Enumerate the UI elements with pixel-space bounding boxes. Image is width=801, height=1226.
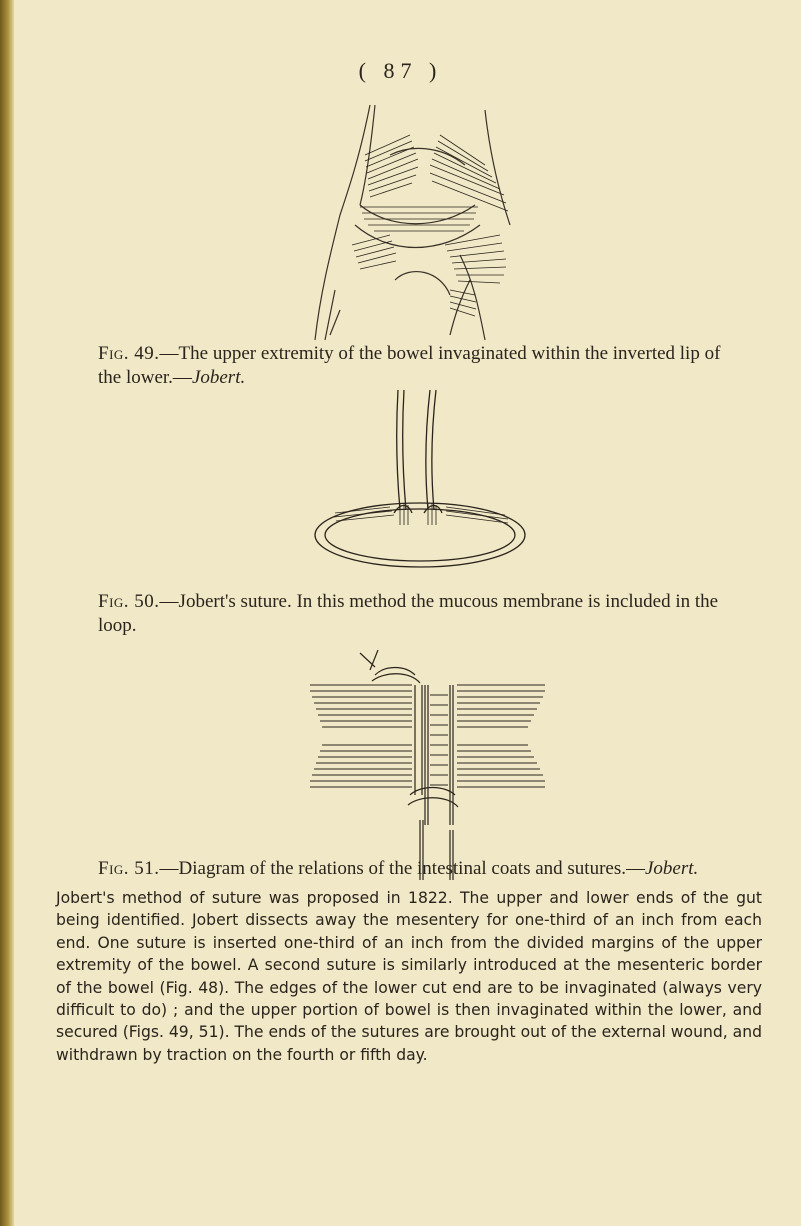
figure-51-caption: [98, 857, 758, 881]
figure-51-label: Fig. 51.: [98, 858, 160, 879]
figure-50-caption: [98, 590, 748, 638]
figure-49-label: Fig. 49.: [98, 343, 160, 364]
figure-49-illustration: [300, 95, 530, 345]
page-number: ( 87 ): [358, 58, 443, 83]
figure-51-caption-text: —Diagram of the relations of the intestinal coats and sutures.—: [159, 858, 645, 879]
figure-50-label: Fig. 50.: [98, 591, 160, 612]
figure-49-caption-text: —The upper extremity of the bowel invaginated within the inverted lip of the lower.—: [98, 343, 721, 388]
figure-49-attribution: Jobert.: [191, 367, 246, 388]
body-paragraph: Jobert's method of suture was proposed in 1822. The upper and lower ends of the gut being identified. Jobert dissects away the mesentery for one-third of an inch from each end. One suture is inserted one-third of an inch from the divided margins of the upper extremity of the bowel. A second suture is similarly introduced at the mesenteric border of the bowel (Fig. 48). The edges of the lower cut end are to be invaginated (always very difficult to do) ; and the upper portion of bowel is then invaginated within the lower, and secured (Figs. 49, 51). The ends of the sutures are brought out of the external wound, and withdrawn by traction on the fourth or fifth day.: [56, 889, 762, 1064]
figure-51-attribution: Jobert.: [644, 858, 699, 879]
figure-49-caption: [98, 342, 748, 390]
figure-50-illustration: [300, 385, 540, 575]
figure-50-caption-text: —Jobert's suture. In this method the mucous membrane is included in the loop.: [98, 591, 719, 636]
page-binding-edge: [0, 0, 14, 1226]
figure-51-illustration: [300, 645, 560, 885]
